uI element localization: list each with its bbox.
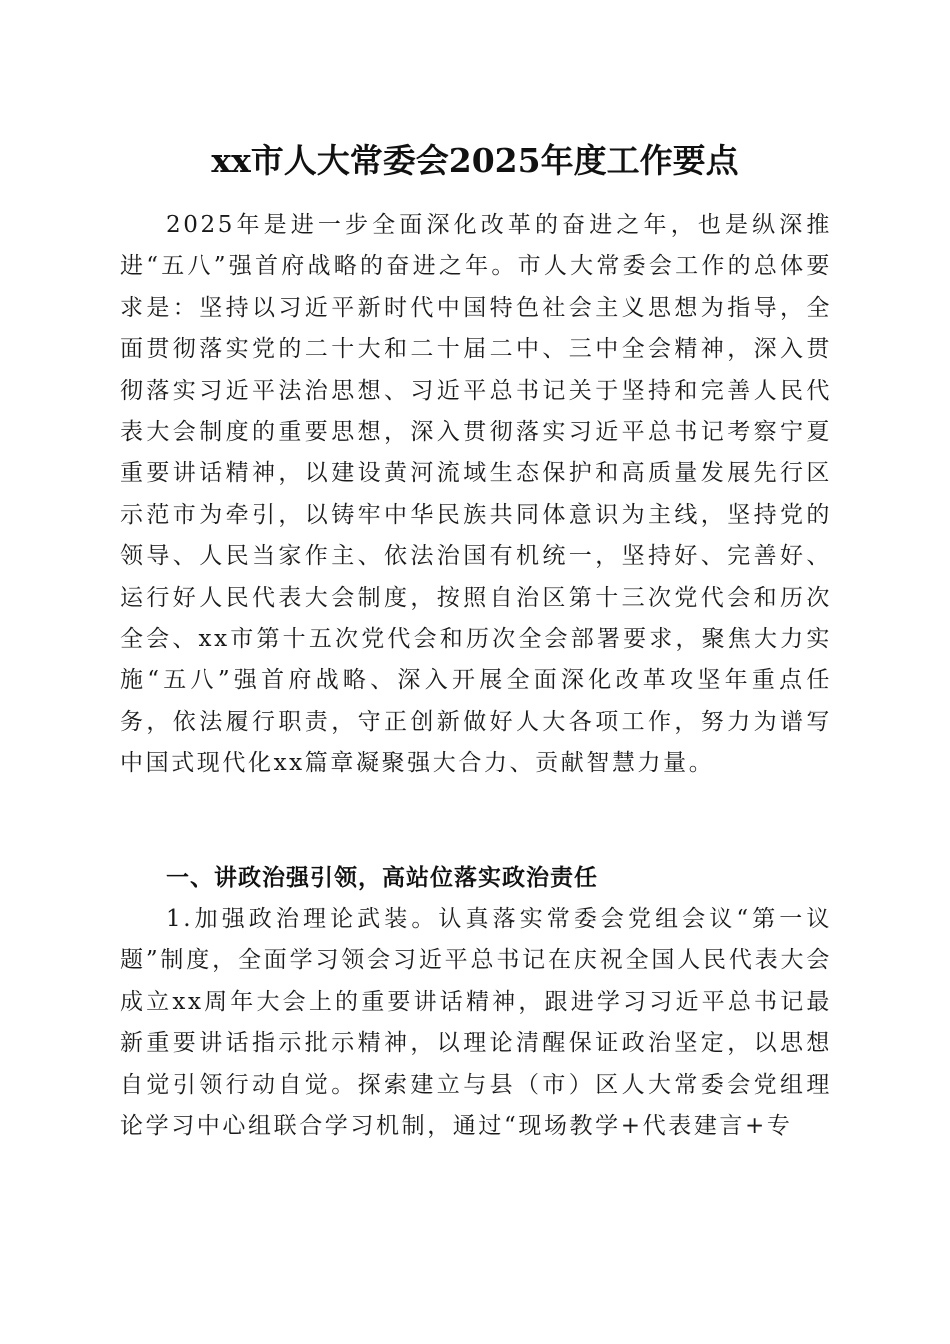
document-title: xx市人大常委会2025年度工作要点 xyxy=(211,141,739,180)
intro-paragraph: 2025年是进一步全面深化改革的奋进之年，也是纵深推进“五八”强首府战略的奋进之年。市人大常委会工作的总体要求是：坚持以习近平新时代中国特色社会主义思想为指导，全面贯彻落实党的二十大和二十届二中、三中全会精神，深入贯彻落实习近平法治思想、习近平总书记关于坚持和完善人民代表大会制度的重要思想，深入贯彻落实习近平总书记考察宁夏重要讲话精神，以建设黄河流域生态保护和高质量发展先行区示范市为牵引，以铸牢中华民族共同体意识为主线，坚持党的领导、人民当家作主、依法治国有机统一，坚持好、完善好、运行好人民代表大会制度，按照自治区第十三次党代会和历次全会、xx市第十五次党代会和历次全会部署要求，聚焦大力实施“五八”强首府战略、深入开展全面深化改革攻坚年重点任务，依法履行职责，守正创新做好人大各项工作，努力为谱写中国式现代化xx篇章凝聚强大合力、贡献智慧力量。 xyxy=(120,212,832,777)
section-1-heading: 一、讲政治强引领，高站位落实政治责任 xyxy=(166,865,598,891)
section-1-item-1: 1.加强政治理论武装。认真落实常委会党组会议“第一议题”制度，全面学习领会习近平总书记在庆祝全国人民代表大会成立xx周年大会上的重要讲话精神，跟进学习习近平总书记最新重要讲话指示批示精神，以理论清醒保证政治坚定，以思想自觉引领行动自觉。探索建立与县（市）区人大常委会党组理论学习中心组联合学习机制，通过“现场教学+代表建言+专 xyxy=(120,906,832,1140)
